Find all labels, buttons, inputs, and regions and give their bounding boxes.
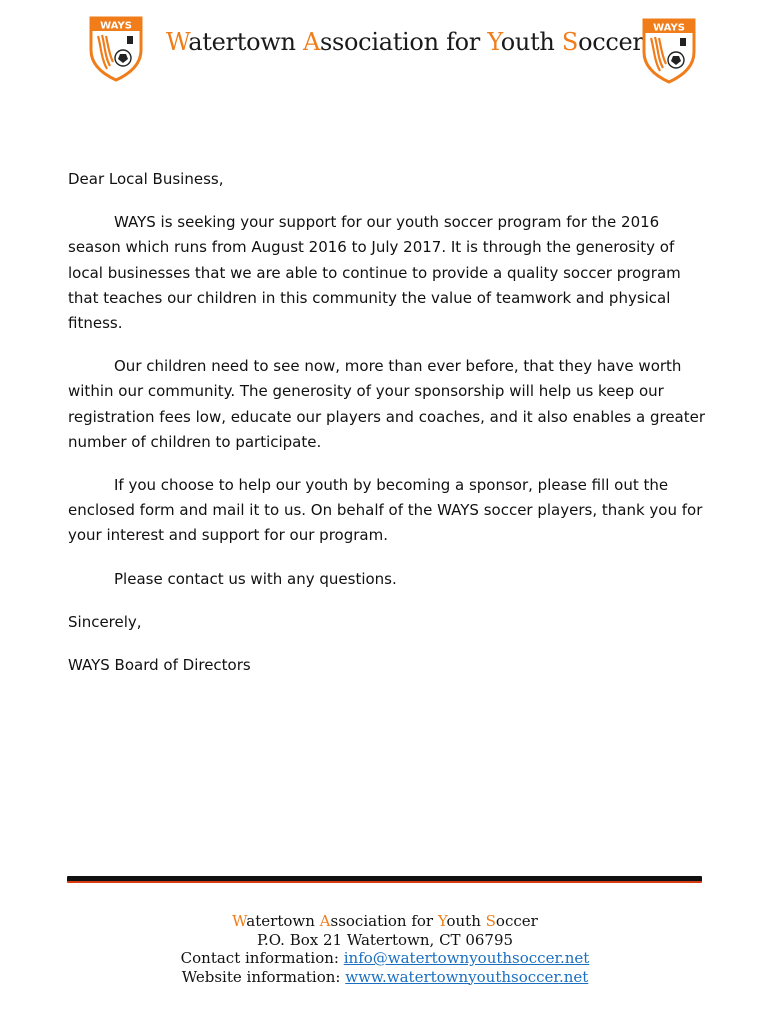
salutation: Dear Local Business,: [68, 170, 224, 188]
letter-body: [68, 167, 708, 678]
footer-rest-2: ssociation for: [330, 912, 438, 930]
contact-label: Contact information:: [180, 949, 344, 967]
footer-rest-1: atertown: [246, 912, 320, 930]
footer-cap-w: W: [232, 912, 247, 930]
footer-org-name: [0, 912, 770, 931]
title-cap-y: Y: [487, 28, 501, 56]
crest-right-text: WAYS: [653, 22, 685, 34]
contact-email-link[interactable]: info@watertownyouthsoccer.net: [343, 949, 590, 967]
footer-cap-y: Y: [437, 912, 447, 930]
paragraph-contact: Please contact us with any questions.: [114, 569, 397, 588]
website-label: Website information:: [181, 967, 346, 986]
website-link[interactable]: www.watertownyouthsoccer.net: [345, 967, 589, 986]
footer-website-line: [0, 968, 770, 987]
title-rest-3: outh: [500, 28, 562, 56]
paragraph-community-worth: Our children need to see now, more than ever before, that they have worth within our community. The generosity of your sponsorship will help us keep our registration fees low, educate our players and coaches, and it also enables a greater number of children to participate.: [68, 357, 706, 451]
footer-cap-s: S: [485, 912, 496, 930]
paragraph-support-request: WAYS is seeking your support for our youth soccer program for the 2016 season which runs from August 2016 to July 2017. It is through the generosity of local businesses that we are able to continue to provide a quality soccer program that teaches our children in this community the value of teamwork and physical fitness.: [68, 213, 681, 333]
footer-rest-3: outh: [446, 912, 486, 930]
footer-divider: [67, 876, 702, 883]
footer-contact-line: [0, 949, 770, 968]
paragraph-sponsor-form: If you choose to help our youth by becoming a sponsor, please fill out the enclosed form and mail it to us. On behalf of the WAYS soccer players, thank you for your interest and support for our program.: [68, 476, 703, 545]
ways-crest-logo-left: [87, 14, 145, 82]
footer-address: P.O. Box 21 Watertown, CT 06795: [256, 930, 514, 949]
footer-cap-a: A: [319, 912, 331, 930]
title-cap-s: S: [561, 28, 579, 56]
title-cap-a: A: [302, 28, 320, 56]
letterhead-footer: [0, 912, 770, 986]
closing: Sincerely,: [68, 612, 142, 631]
crest-left-text: WAYS: [100, 20, 132, 32]
signature: WAYS Board of Directors: [68, 656, 251, 675]
ways-crest-left-svg: [87, 14, 145, 82]
ways-crest-right-svg: [640, 16, 698, 84]
ways-crest-logo-right: [640, 16, 698, 84]
organization-title: [166, 28, 644, 56]
title-rest-1: atertown: [188, 28, 303, 56]
title-rest-2: ssociation for: [320, 28, 488, 56]
title-cap-w: W: [166, 28, 189, 56]
footer-rest-4: occer: [495, 912, 538, 930]
title-rest-4: occer: [578, 28, 644, 56]
